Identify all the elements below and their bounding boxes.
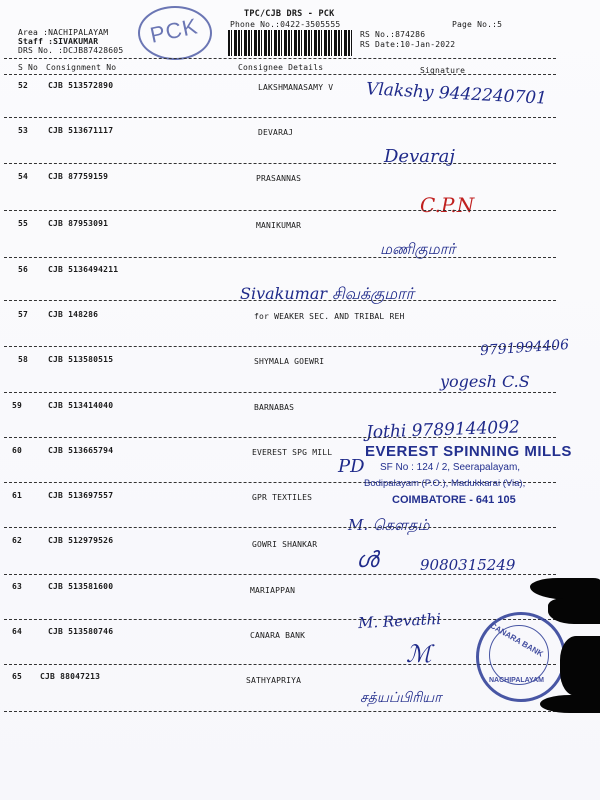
col-header-consignee: Consignee Details <box>238 63 324 72</box>
row-consignment: CJB 513665794 <box>48 446 114 455</box>
row-sno: 56 <box>18 265 29 274</box>
company-stamp-name: EVEREST SPINNING MILLS <box>365 443 572 460</box>
row-divider <box>4 257 556 258</box>
page-number: Page No.:5 <box>452 20 503 29</box>
row-consignment: CJB 513581600 <box>48 582 114 591</box>
row-divider <box>4 392 556 393</box>
row-sno: 55 <box>18 219 29 228</box>
company-stamp-line2: Bodipalayam (P.O.), Madukkarai (Via), <box>364 478 526 489</box>
row-consignee: DEVARAJ <box>258 128 294 137</box>
row-consignee: for WEAKER SEC. AND TRIBAL REH <box>254 312 405 321</box>
row-divider <box>4 619 556 620</box>
row-consignee: LAKSHMANASAMY V <box>258 83 334 92</box>
phone-number: Phone No.:0422-3505555 <box>230 20 341 29</box>
row-consignee: EVEREST SPG MILL <box>252 448 333 457</box>
bank-stamp <box>476 612 566 702</box>
area: Area :NACHIPALAYAM <box>18 28 109 37</box>
row-sno: 62 <box>12 536 23 545</box>
row-divider <box>4 163 556 164</box>
row-sno: 63 <box>12 582 23 591</box>
row-signature: Devaraj <box>384 146 455 167</box>
row-consignee: BARNABAS <box>254 403 295 412</box>
row-divider <box>4 664 556 665</box>
row-divider <box>4 711 556 712</box>
row-sno: 52 <box>18 81 29 90</box>
row-consignment: CJB 148286 <box>48 310 99 319</box>
row-signature: 9791994406 <box>479 336 570 360</box>
row-sno: 61 <box>12 491 23 500</box>
row-consignee: SATHYAPRIYA <box>246 676 302 685</box>
row-signature: சத்யப்பிரியா <box>360 690 442 706</box>
row-signature: மணிகுமார் <box>380 240 456 258</box>
bank-stamp-branch: NACHIPALAYAM <box>489 677 544 684</box>
row-sno: 59 <box>12 401 23 410</box>
col-header-consignment: Consignment No <box>46 63 117 72</box>
row-consignment: CJB 87953091 <box>48 219 109 228</box>
doc-title: TPC/CJB DRS - PCK <box>244 9 335 19</box>
row-sno: 57 <box>18 310 29 319</box>
scan-blot <box>560 636 600 696</box>
pck-stamp-text: PCK <box>147 13 201 48</box>
row-divider <box>4 210 556 211</box>
header-rule-bottom <box>4 74 556 75</box>
row-sno: 60 <box>12 446 23 455</box>
rs-number: RS No.:874286 <box>360 30 426 39</box>
company-stamp-line3: COIMBATORE - 641 105 <box>392 494 516 506</box>
row-sno: 64 <box>12 627 23 636</box>
row-consignment: CJB 512979526 <box>48 536 114 545</box>
col-header-sno: S No <box>18 63 39 72</box>
row-consignee: SHYMALA GOEWRI <box>254 357 325 366</box>
row-signature: yogesh C.S <box>440 372 530 391</box>
col-header-signature: Signature <box>420 66 466 75</box>
row-sno: 58 <box>18 355 29 364</box>
row-consignee: CANARA BANK <box>250 631 306 640</box>
row-signature: Vlakshy 9442240701 <box>365 79 548 109</box>
row-consignment: CJB 87759159 <box>48 172 109 181</box>
row-signature: Sivakumar சிவக்குமார் <box>240 284 414 303</box>
header-rule-top <box>4 58 556 59</box>
row-consignment: CJB 5136494211 <box>48 265 119 274</box>
row-consignment: CJB 513414040 <box>48 401 114 410</box>
row-sno: 65 <box>12 672 23 681</box>
row-divider <box>4 346 556 347</box>
row-consignment: CJB 88047213 <box>40 672 101 681</box>
bank-stamp-name: CANARA BANK <box>488 621 545 659</box>
row-consignment: CJB 513580746 <box>48 627 114 636</box>
row-consignment: CJB 513580515 <box>48 355 114 364</box>
row-divider <box>4 300 556 301</box>
scan-blot <box>540 695 600 713</box>
row-divider <box>4 527 556 528</box>
row-signature: 9080315249 <box>420 556 516 574</box>
row-consignee: MANIKUMAR <box>256 221 302 230</box>
drs-number: DRS No. :DCJB87428605 <box>18 46 124 55</box>
row-consignee: GPR TEXTILES <box>252 493 313 502</box>
stamp-initials: PD <box>338 456 365 477</box>
row-consignment: CJB 513697557 <box>48 491 114 500</box>
barcode <box>228 30 352 56</box>
row-signature: Jothi 9789144092 <box>365 417 521 443</box>
pck-stamp <box>138 6 212 60</box>
row-consignee: PRASANNAS <box>256 174 302 183</box>
row-divider <box>4 117 556 118</box>
company-stamp-line1: SF No : 124 / 2, Seerapalayam, <box>380 462 521 473</box>
row-signature: C.P.N <box>420 193 475 217</box>
row-divider <box>4 574 556 575</box>
staff: Staff :SIVAKUMAR <box>18 37 99 46</box>
row-sno: 54 <box>18 172 29 181</box>
row-signature-scribble: ℳ <box>406 640 432 668</box>
row-consignee: GOWRI SHANKAR <box>252 540 318 549</box>
rs-date: RS Date:10-Jan-2022 <box>360 40 456 49</box>
row-signature-mark: ൾ <box>356 548 379 573</box>
row-signature: M. கௌதம் <box>348 516 430 534</box>
row-consignment: CJB 513572890 <box>48 81 114 90</box>
row-signature: M. Revathi <box>357 609 442 633</box>
row-sno: 53 <box>18 126 29 135</box>
row-consignment: CJB 513671117 <box>48 126 114 135</box>
scan-blot <box>530 578 600 600</box>
row-consignee: MARIAPPAN <box>250 586 296 595</box>
scan-blot <box>548 598 600 624</box>
row-divider <box>4 437 556 438</box>
